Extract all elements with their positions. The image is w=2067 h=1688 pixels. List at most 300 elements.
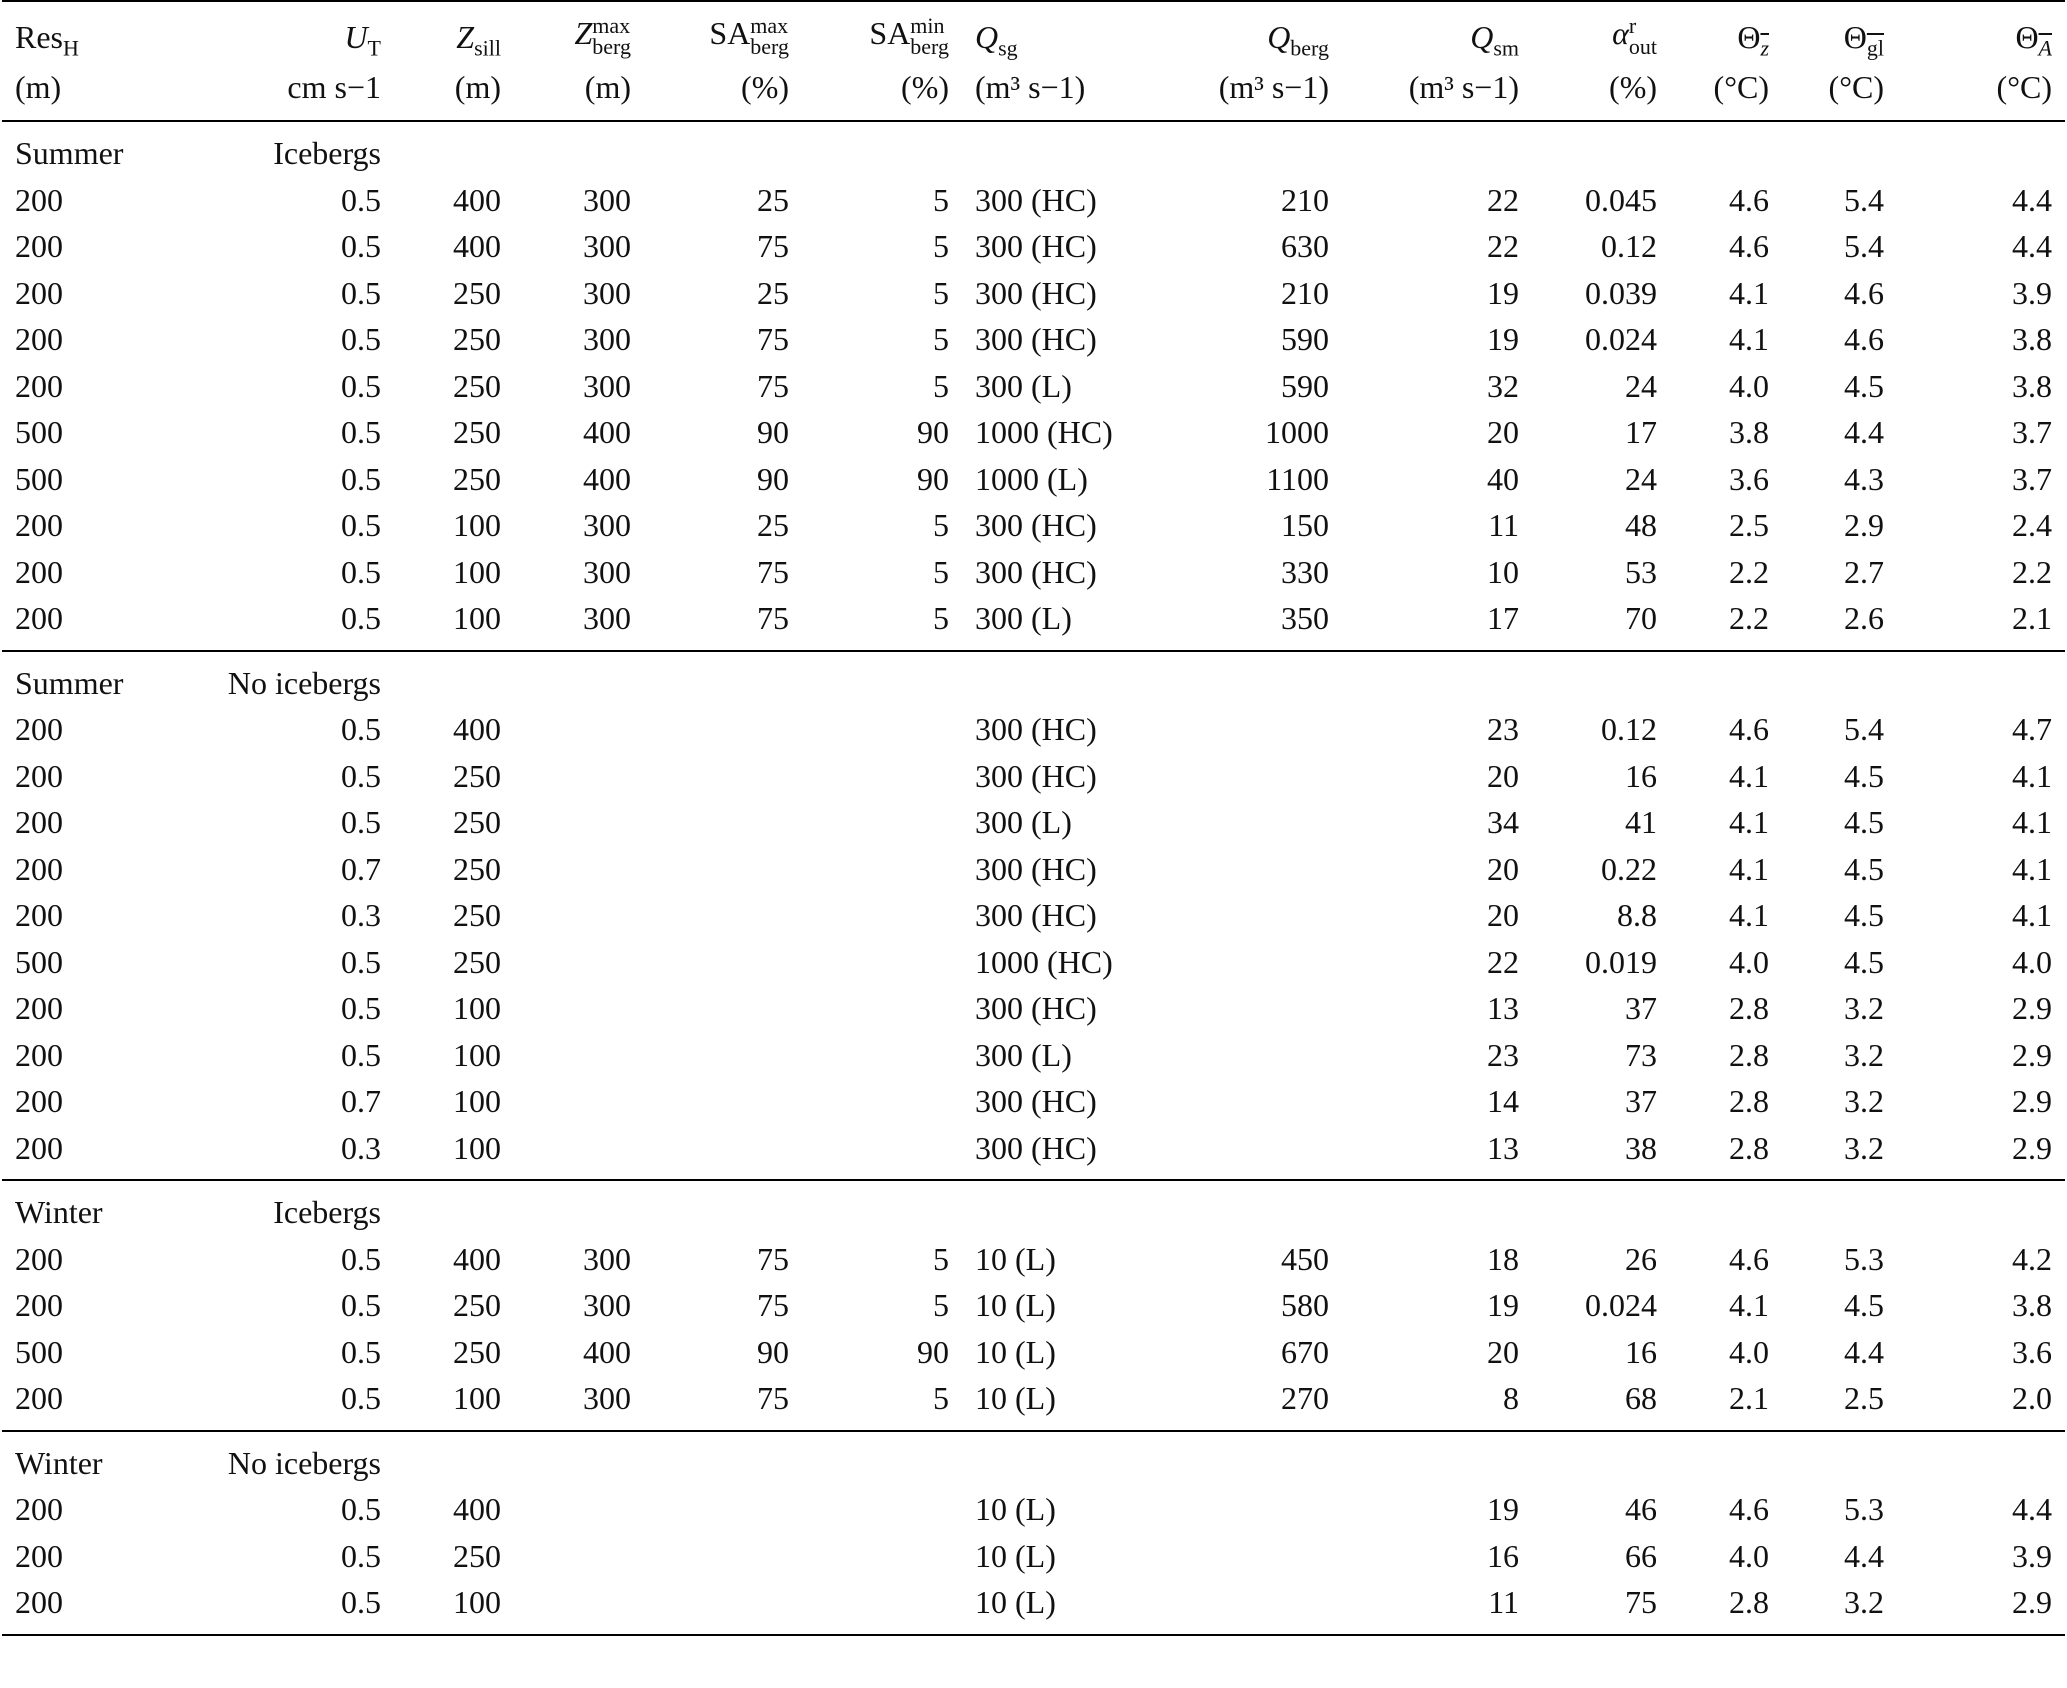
empty-cell <box>962 1180 1162 1236</box>
cell-theta-z: 2.8 <box>1670 1125 1782 1181</box>
cell-saberg-min <box>802 846 962 893</box>
cell-res: 200 <box>15 1537 63 1574</box>
cell-qsg: 300 (HC) <box>975 850 1097 887</box>
empty-cell <box>1897 1431 2065 1487</box>
table-row <box>2 1533 2065 1580</box>
cell-zsill: 250 <box>453 321 501 358</box>
cell-qsm: 20 <box>1487 1333 1519 1370</box>
cell-zsill: 400 <box>453 1240 501 1277</box>
cell-zberg <box>514 1533 644 1580</box>
header-theta-a: $\Theta_{\overline{A}}$ <box>1897 1 2065 62</box>
cell-theta-z: 4.0 <box>1729 1333 1769 1370</box>
cell-qberg <box>1162 1579 1342 1635</box>
cell-theta-a: 2.2 <box>2012 553 2052 590</box>
cell-theta-z: 4.6 <box>1729 1240 1769 1277</box>
cell-theta-z: 4.6 <box>1729 181 1769 218</box>
table-header <box>2 1 2065 121</box>
cell-theta-a: 4.1 <box>2012 804 2052 841</box>
empty-cell <box>1670 1431 1782 1487</box>
empty-cell <box>1532 1431 1670 1487</box>
cell-qsm: 13 <box>1342 1125 1532 1181</box>
unit-alpha: (%) <box>1532 62 1670 121</box>
cell-qsg: 300 (HC) <box>975 321 1097 358</box>
cell-saberg-min <box>802 706 962 753</box>
cell-res: 500 <box>15 1333 63 1370</box>
empty-cell <box>802 121 962 177</box>
cell-saberg-min: 5 <box>933 321 949 358</box>
cell-qberg <box>1162 1486 1342 1533</box>
cell-zberg: 300 <box>583 553 631 590</box>
empty-cell <box>802 1431 962 1487</box>
cell-qsm: 19 <box>1487 321 1519 358</box>
cell-theta-gl: 4.5 <box>1844 367 1884 404</box>
header-saberg-max: SAmax berg <box>644 1 802 62</box>
cell-zberg: 300 <box>583 321 631 358</box>
cell-theta-z: 4.1 <box>1729 897 1769 934</box>
cell-qsg: 300 (HC) <box>975 990 1097 1027</box>
cell-alpha: 0.039 <box>1585 274 1657 311</box>
cell-theta-z: 4.0 <box>1729 1537 1769 1574</box>
cell-theta-a: 2.1 <box>1897 595 2065 651</box>
cell-saberg-min <box>802 1533 962 1580</box>
cell-alpha: 68 <box>1532 1375 1670 1431</box>
empty-cell <box>644 121 802 177</box>
cell-saberg-max <box>644 753 802 800</box>
section-group-header <box>2 121 2065 177</box>
cell-theta-gl: 4.5 <box>1844 1287 1884 1324</box>
cell-theta-a: 4.0 <box>2012 943 2052 980</box>
cell-theta-gl: 3.2 <box>1844 1036 1884 1073</box>
cell-saberg-min: 90 <box>917 460 949 497</box>
table-row <box>2 706 2065 753</box>
cell-alpha: 46 <box>1625 1491 1657 1528</box>
header-symbols-row <box>2 1 2065 62</box>
cell-ut: 0.5 <box>341 553 381 590</box>
header-qsg: $Q_{sg}$ <box>962 1 1162 62</box>
empty-cell <box>1532 651 1670 707</box>
table-row <box>2 939 2065 986</box>
cell-alpha: 38 <box>1532 1125 1670 1181</box>
empty-cell <box>514 1431 644 1487</box>
empty-cell <box>962 651 1162 707</box>
cell-theta-gl: 5.4 <box>1844 711 1884 748</box>
cell-ut: 0.5 <box>341 460 381 497</box>
cell-qsg: 300 (HC) <box>975 181 1097 218</box>
table-row <box>2 1375 2065 1431</box>
cell-theta-gl: 4.3 <box>1844 460 1884 497</box>
cell-theta-gl: 4.4 <box>1844 1333 1884 1370</box>
cell-zsill: 400 <box>453 228 501 265</box>
cell-saberg-max: 75 <box>757 1287 789 1324</box>
cell-theta-a: 3.6 <box>2012 1333 2052 1370</box>
cell-theta-a: 3.9 <box>2012 274 2052 311</box>
cell-theta-a: 4.1 <box>2012 850 2052 887</box>
cell-qberg <box>1162 846 1342 893</box>
cell-res: 200 <box>15 850 63 887</box>
cell-theta-a: 3.8 <box>2012 367 2052 404</box>
header-theta-z: $\Theta_{\overline{z}}$ <box>1670 1 1782 62</box>
cell-ut: 0.5 <box>341 228 381 265</box>
empty-cell <box>1782 651 1897 707</box>
cell-ut: 0.5 <box>341 1287 381 1324</box>
cell-theta-gl: 2.6 <box>1782 595 1897 651</box>
cell-saberg-min: 90 <box>917 1333 949 1370</box>
results-table <box>2 0 2065 1636</box>
cell-saberg-max: 90 <box>757 414 789 451</box>
section-type: Icebergs <box>273 1194 381 1231</box>
cell-zsill: 250 <box>453 367 501 404</box>
cell-ut: 0.5 <box>341 990 381 1027</box>
cell-saberg-min <box>802 985 962 1032</box>
empty-cell <box>1670 121 1782 177</box>
cell-zberg: 300 <box>583 228 631 265</box>
cell-saberg-max <box>644 1579 802 1635</box>
cell-res: 200 <box>2 595 134 651</box>
empty-cell <box>1342 651 1532 707</box>
cell-qsg: 300 (HC) <box>975 228 1097 265</box>
cell-theta-a: 2.9 <box>1897 1125 2065 1181</box>
cell-qsm: 22 <box>1487 181 1519 218</box>
table-row <box>2 363 2065 410</box>
cell-zsill: 100 <box>453 553 501 590</box>
cell-theta-a: 4.1 <box>2012 757 2052 794</box>
cell-saberg-min <box>802 1125 962 1181</box>
table-row <box>2 1078 2065 1125</box>
table-body <box>2 121 2065 1635</box>
header-zsill: $Z_{sill}$ <box>394 1 514 62</box>
cell-saberg-max: 75 <box>757 367 789 404</box>
cell-alpha: 53 <box>1625 553 1657 590</box>
cell-alpha: 75 <box>1532 1579 1670 1635</box>
cell-ut: 0.5 <box>341 1333 381 1370</box>
cell-zberg <box>514 753 644 800</box>
cell-saberg-min: 5 <box>802 1375 962 1431</box>
cell-saberg-max <box>644 1032 802 1079</box>
cell-qsm: 19 <box>1487 1491 1519 1528</box>
table-row <box>2 1486 2065 1533</box>
cell-theta-a: 3.7 <box>2012 460 2052 497</box>
cell-saberg-max <box>644 892 802 939</box>
empty-cell <box>644 1431 802 1487</box>
cell-qsm: 19 <box>1487 274 1519 311</box>
unit-zsill: (m) <box>394 62 514 121</box>
cell-zberg: 300 <box>514 1375 644 1431</box>
empty-cell <box>1782 1180 1897 1236</box>
cell-res: 200 <box>15 1036 63 1073</box>
empty-cell <box>1162 651 1342 707</box>
table-row <box>2 223 2065 270</box>
cell-qsm: 34 <box>1487 804 1519 841</box>
cell-saberg-max <box>644 985 802 1032</box>
cell-theta-z: 2.8 <box>1729 1036 1769 1073</box>
cell-qberg: 150 <box>1281 507 1329 544</box>
cell-theta-z: 4.1 <box>1729 804 1769 841</box>
cell-ut: 0.5 <box>341 1491 381 1528</box>
cell-zsill: 100 <box>394 1375 514 1431</box>
cell-theta-z: 4.1 <box>1729 757 1769 794</box>
cell-zberg: 400 <box>583 1333 631 1370</box>
cell-qberg <box>1162 1078 1342 1125</box>
empty-cell <box>514 651 644 707</box>
cell-theta-gl: 2.7 <box>1844 553 1884 590</box>
cell-qsm: 22 <box>1487 943 1519 980</box>
cell-ut: 0.5 <box>341 507 381 544</box>
cell-ut: 0.5 <box>134 1375 394 1431</box>
table-row <box>2 1236 2065 1283</box>
cell-saberg-min: 90 <box>917 414 949 451</box>
cell-saberg-max <box>644 1078 802 1125</box>
cell-zberg <box>514 799 644 846</box>
header-res: Res$_H$ <box>2 1 134 62</box>
cell-theta-z: 2.5 <box>1729 507 1769 544</box>
cell-zberg: 300 <box>583 1287 631 1324</box>
cell-qsm: 14 <box>1487 1083 1519 1120</box>
empty-cell <box>1670 1180 1782 1236</box>
cell-zberg <box>514 1486 644 1533</box>
cell-zberg <box>514 1078 644 1125</box>
cell-alpha: 48 <box>1625 507 1657 544</box>
cell-ut: 0.5 <box>341 274 381 311</box>
cell-zberg: 300 <box>583 181 631 218</box>
cell-ut: 0.5 <box>341 711 381 748</box>
table-row <box>2 799 2065 846</box>
empty-cell <box>1897 1180 2065 1236</box>
cell-saberg-max: 75 <box>757 321 789 358</box>
cell-zsill: 250 <box>453 757 501 794</box>
cell-theta-a: 2.9 <box>2012 1036 2052 1073</box>
empty-cell <box>514 121 644 177</box>
cell-qsg: 300 (HC) <box>975 1083 1097 1120</box>
cell-theta-gl: 5.3 <box>1844 1491 1884 1528</box>
cell-zberg <box>514 892 644 939</box>
cell-saberg-max: 75 <box>757 228 789 265</box>
cell-saberg-max <box>644 799 802 846</box>
cell-alpha: 24 <box>1625 367 1657 404</box>
cell-zsill: 250 <box>453 897 501 934</box>
cell-zsill: 100 <box>394 595 514 651</box>
table-row <box>2 456 2065 503</box>
cell-qsg: 300 (L) <box>962 595 1162 651</box>
cell-alpha: 37 <box>1625 1083 1657 1120</box>
section-type: Icebergs <box>273 135 381 172</box>
cell-res: 200 <box>15 228 63 265</box>
empty-cell <box>1342 1180 1532 1236</box>
header-units-row <box>2 62 2065 121</box>
section-group-header <box>2 1180 2065 1236</box>
cell-saberg-min: 5 <box>933 1287 949 1324</box>
cell-theta-gl: 4.4 <box>1844 1537 1884 1574</box>
cell-saberg-min: 5 <box>933 367 949 404</box>
cell-qberg <box>1162 1125 1342 1181</box>
empty-cell <box>962 1431 1162 1487</box>
cell-zsill: 250 <box>453 943 501 980</box>
cell-qberg: 330 <box>1281 553 1329 590</box>
cell-zberg: 300 <box>514 595 644 651</box>
table-row <box>2 409 2065 456</box>
empty-cell <box>1782 121 1897 177</box>
cell-zberg: 400 <box>583 414 631 451</box>
cell-theta-a: 3.7 <box>2012 414 2052 451</box>
empty-cell <box>1897 121 2065 177</box>
cell-res: 200 <box>2 1375 134 1431</box>
cell-zberg: 300 <box>583 1240 631 1277</box>
cell-theta-gl: 4.5 <box>1844 850 1884 887</box>
cell-zsill: 250 <box>453 1333 501 1370</box>
cell-qsm: 23 <box>1487 711 1519 748</box>
cell-res: 200 <box>15 321 63 358</box>
cell-qsg: 300 (HC) <box>975 711 1097 748</box>
section-season: Summer <box>15 135 124 172</box>
cell-zsill: 100 <box>453 1083 501 1120</box>
cell-zberg <box>514 985 644 1032</box>
cell-qberg: 590 <box>1281 367 1329 404</box>
cell-saberg-max <box>644 939 802 986</box>
cell-saberg-max: 75 <box>757 553 789 590</box>
cell-theta-z: 2.8 <box>1670 1579 1782 1635</box>
empty-cell <box>644 651 802 707</box>
cell-theta-gl: 4.6 <box>1844 274 1884 311</box>
cell-saberg-min <box>802 892 962 939</box>
cell-theta-gl: 3.2 <box>1782 1579 1897 1635</box>
cell-res: 200 <box>15 274 63 311</box>
cell-saberg-min: 5 <box>802 595 962 651</box>
cell-theta-gl: 2.9 <box>1844 507 1884 544</box>
cell-zsill: 250 <box>453 460 501 497</box>
cell-qberg: 1000 <box>1265 414 1329 451</box>
empty-cell <box>1782 1431 1897 1487</box>
cell-ut: 0.5 <box>341 1240 381 1277</box>
cell-res: 200 <box>15 367 63 404</box>
cell-alpha: 66 <box>1625 1537 1657 1574</box>
cell-qsm: 20 <box>1487 414 1519 451</box>
cell-saberg-min <box>802 799 962 846</box>
header-qsm: $Q_{sm}$ <box>1342 1 1532 62</box>
cell-alpha: 8.8 <box>1617 897 1657 934</box>
cell-qberg: 210 <box>1281 274 1329 311</box>
cell-res: 200 <box>15 1491 63 1528</box>
cell-res: 500 <box>15 460 63 497</box>
cell-qsm: 18 <box>1487 1240 1519 1277</box>
cell-theta-gl: 3.2 <box>1844 1083 1884 1120</box>
cell-theta-a: 4.4 <box>2012 1491 2052 1528</box>
empty-cell <box>1532 121 1670 177</box>
empty-cell <box>394 121 514 177</box>
cell-zsill: 400 <box>453 1491 501 1528</box>
cell-qsg: 300 (L) <box>975 804 1072 841</box>
cell-res: 500 <box>15 414 63 451</box>
cell-qsg: 300 (HC) <box>975 897 1097 934</box>
cell-saberg-max: 75 <box>644 1375 802 1431</box>
cell-theta-z: 4.0 <box>1729 367 1769 404</box>
cell-alpha: 17 <box>1625 414 1657 451</box>
section-season: Winter <box>15 1444 103 1481</box>
cell-zsill: 250 <box>453 274 501 311</box>
cell-theta-a: 4.4 <box>2012 228 2052 265</box>
header-theta-gl: $\Theta_{\overline{gl}}$ <box>1782 1 1897 62</box>
cell-qsg: 300 (L) <box>975 367 1072 404</box>
empty-cell <box>394 651 514 707</box>
empty-cell <box>962 121 1162 177</box>
cell-saberg-max: 75 <box>757 1240 789 1277</box>
cell-res: 200 <box>15 1240 63 1277</box>
cell-qberg <box>1162 706 1342 753</box>
cell-qsm: 20 <box>1487 897 1519 934</box>
cell-alpha: 0.22 <box>1601 850 1657 887</box>
cell-qsg: 300 (HC) <box>975 757 1097 794</box>
cell-theta-a: 3.8 <box>2012 1287 2052 1324</box>
table-row <box>2 595 2065 651</box>
cell-theta-z: 4.1 <box>1729 1287 1769 1324</box>
cell-zsill: 100 <box>394 1125 514 1181</box>
cell-qsm: 22 <box>1487 228 1519 265</box>
cell-theta-a: 2.9 <box>2012 1083 2052 1120</box>
cell-qberg <box>1162 985 1342 1032</box>
empty-cell <box>1342 121 1532 177</box>
cell-qberg: 210 <box>1281 181 1329 218</box>
cell-theta-a: 3.9 <box>2012 1537 2052 1574</box>
unit-qberg: (m³ s−1) <box>1162 62 1342 121</box>
cell-zberg <box>514 1032 644 1079</box>
cell-theta-a: 4.1 <box>2012 897 2052 934</box>
cell-theta-z: 3.6 <box>1729 460 1769 497</box>
cell-saberg-min: 5 <box>933 553 949 590</box>
cell-qsg: 10 (L) <box>975 1287 1056 1324</box>
cell-qsg: 1000 (HC) <box>975 414 1113 451</box>
cell-qsg: 10 (L) <box>962 1375 1162 1431</box>
unit-zberg: (m) <box>514 62 644 121</box>
cell-saberg-max: 90 <box>757 460 789 497</box>
cell-qsm: 11 <box>1488 507 1519 544</box>
cell-zsill: 250 <box>453 1287 501 1324</box>
unit-theta-gl: (°C) <box>1782 62 1897 121</box>
cell-ut: 0.5 <box>341 1036 381 1073</box>
cell-theta-z: 3.8 <box>1729 414 1769 451</box>
cell-theta-gl: 4.5 <box>1844 804 1884 841</box>
cell-res: 200 <box>2 1579 134 1635</box>
cell-zsill: 100 <box>453 1036 501 1073</box>
cell-alpha: 24 <box>1625 460 1657 497</box>
empty-cell <box>802 651 962 707</box>
cell-qberg: 450 <box>1281 1240 1329 1277</box>
cell-theta-gl: 4.4 <box>1844 414 1884 451</box>
cell-qsm: 10 <box>1487 553 1519 590</box>
table-row <box>2 1579 2065 1635</box>
empty-cell <box>1532 1180 1670 1236</box>
table-row <box>2 846 2065 893</box>
cell-alpha: 16 <box>1625 757 1657 794</box>
cell-saberg-min: 5 <box>933 228 949 265</box>
section-season: Winter <box>15 1194 103 1231</box>
cell-alpha: 70 <box>1532 595 1670 651</box>
cell-saberg-max: 90 <box>757 1333 789 1370</box>
cell-theta-z: 2.8 <box>1729 1083 1769 1120</box>
cell-res: 500 <box>15 943 63 980</box>
table-row <box>2 502 2065 549</box>
cell-theta-z: 2.8 <box>1729 990 1769 1027</box>
empty-cell <box>1670 651 1782 707</box>
cell-saberg-min <box>802 1486 962 1533</box>
cell-qsg: 1000 (HC) <box>975 943 1113 980</box>
cell-ut: 0.5 <box>341 943 381 980</box>
cell-saberg-max: 25 <box>757 181 789 218</box>
cell-alpha: 0.12 <box>1601 711 1657 748</box>
table-row <box>2 270 2065 317</box>
cell-theta-z: 4.0 <box>1729 943 1769 980</box>
cell-qberg <box>1162 753 1342 800</box>
cell-theta-z: 2.1 <box>1670 1375 1782 1431</box>
cell-qberg: 350 <box>1162 595 1342 651</box>
cell-theta-z: 2.2 <box>1670 595 1782 651</box>
